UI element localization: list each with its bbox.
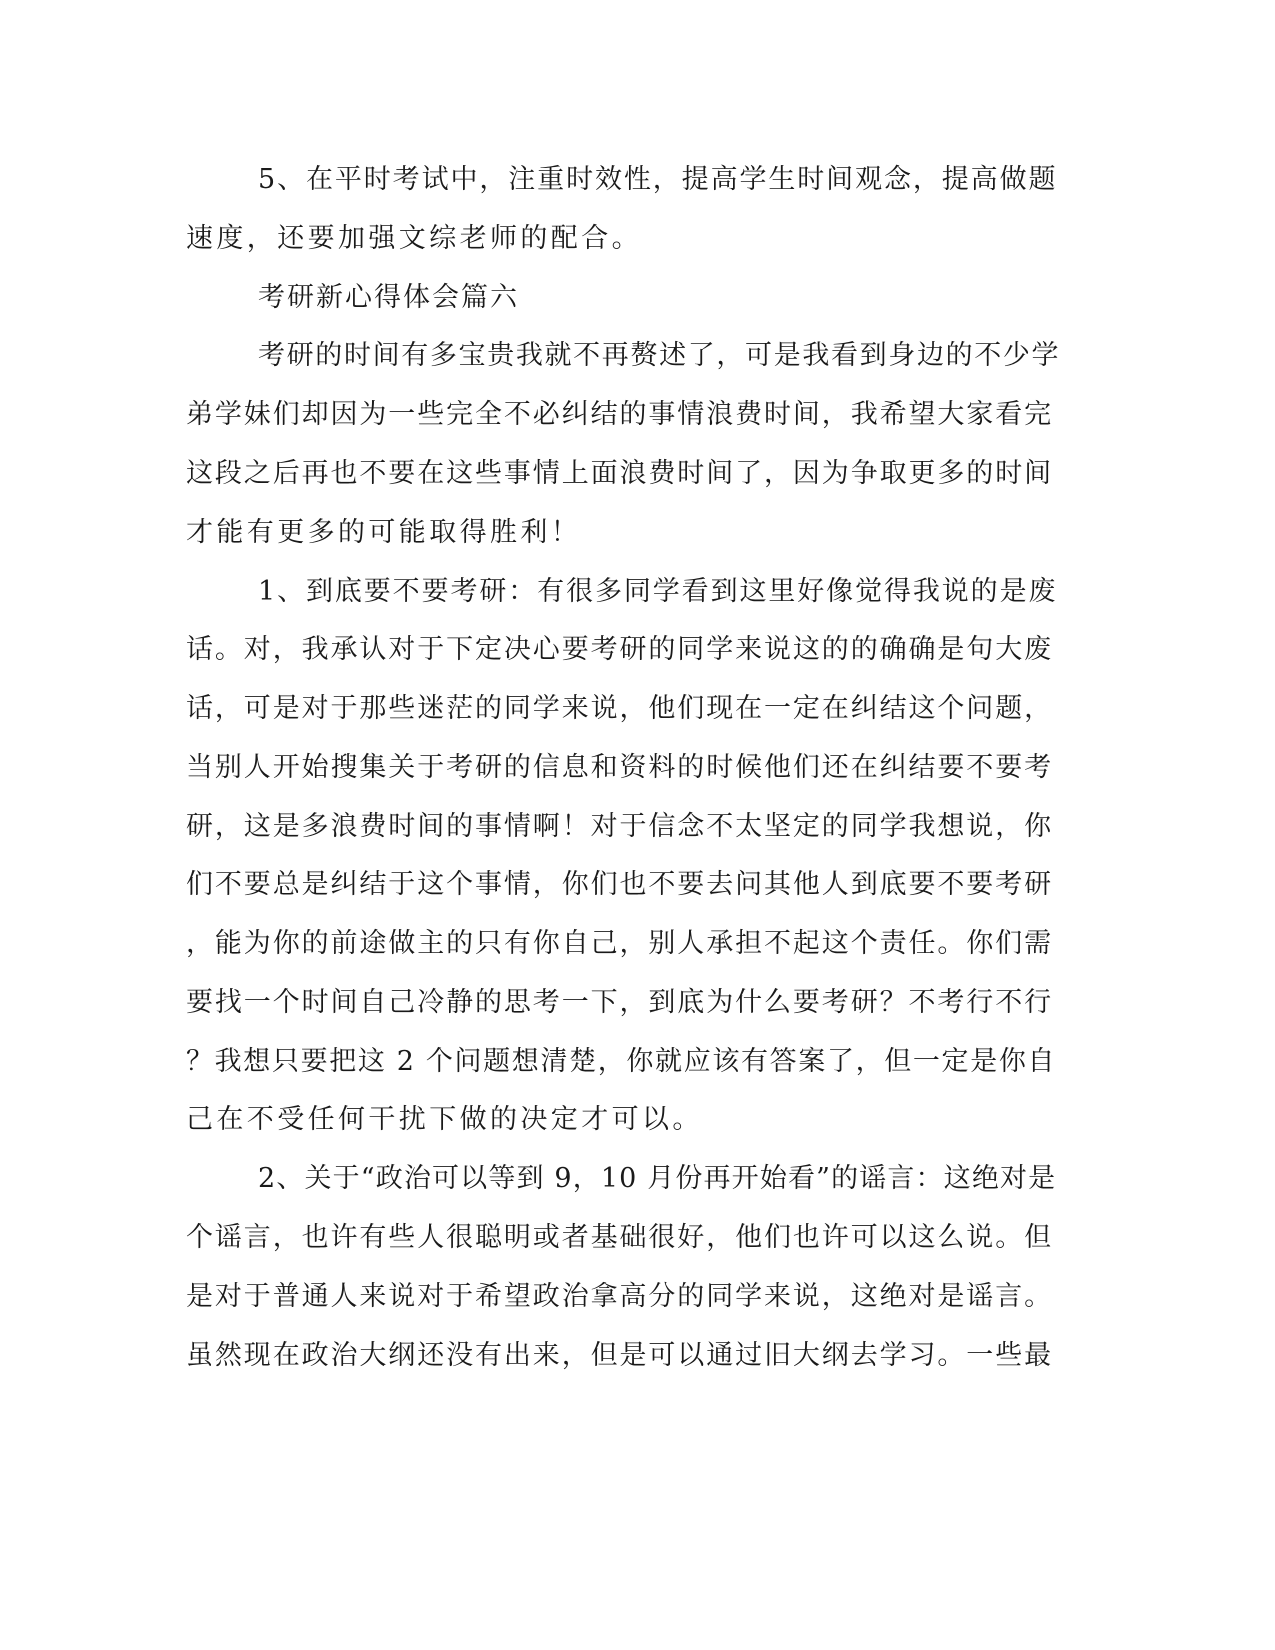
text-line: 才能有更多的可能取得胜利！ <box>186 517 582 548</box>
text-line: 是对于普通人来说对于希望政治拿高分的同学来说，这绝对是谣言。 <box>186 1281 1053 1312</box>
text-line: 1、到底要不要考研：有很多同学看到这里好像觉得我说的是废 <box>258 576 1058 607</box>
text-line: 这段之后再也不要在这些事情上面浪费时间了，因为争取更多的时间 <box>186 458 1053 489</box>
text-line: 考研的时间有多宝贵我就不再赘述了，可是我看到身边的不少学 <box>258 340 1061 371</box>
text-line: 个谣言，也许有些人很聪明或者基础很好，他们也许可以这么说。但 <box>186 1222 1053 1253</box>
text-line: 虽然现在政治大纲还没有出来，但是可以通过旧大纲去学习。一些最 <box>186 1340 1053 1371</box>
text-line: 速度，还要加强文综老师的配合。 <box>186 223 642 254</box>
text-line: ？我想只要把这 2 个问题想清楚，你就应该有答案了，但一定是你自 <box>186 1046 1057 1077</box>
text-line: 当别人开始搜集关于考研的信息和资料的时候他们还在纠结要不要考 <box>186 752 1053 783</box>
text-line: 要找一个时间自己冷静的思考一下，到底为什么要考研？不考行不行 <box>186 987 1053 1018</box>
text-line: 话。对，我承认对于下定决心要考研的同学来说这的的确确是句大废 <box>186 634 1053 665</box>
text-line: 5、在平时考试中，注重时效性，提高学生时间观念，提高做题 <box>258 164 1058 195</box>
text-line: 话，可是对于那些迷茫的同学来说，他们现在一定在纠结这个问题， <box>186 693 1053 724</box>
text-line: 研，这是多浪费时间的事情啊！对于信念不太坚定的同学我想说，你 <box>186 811 1053 842</box>
text-line: ，能为你的前途做主的只有你自己，别人承担不起这个责任。你们需 <box>186 928 1053 959</box>
text-line: 们不要总是纠结于这个事情，你们也不要去问其他人到底要不要考研 <box>186 869 1053 900</box>
text-line: 2、关于“政治可以等到 9，10 月份再开始看”的谣言：这绝对是 <box>258 1163 1057 1194</box>
section-heading: 考研新心得体会篇六 <box>258 282 519 313</box>
text-line: 弟学妹们却因为一些完全不必纠结的事情浪费时间，我希望大家看完 <box>186 399 1053 430</box>
text-line: 己在不受任何干扰下做的决定才可以。 <box>186 1104 703 1135</box>
